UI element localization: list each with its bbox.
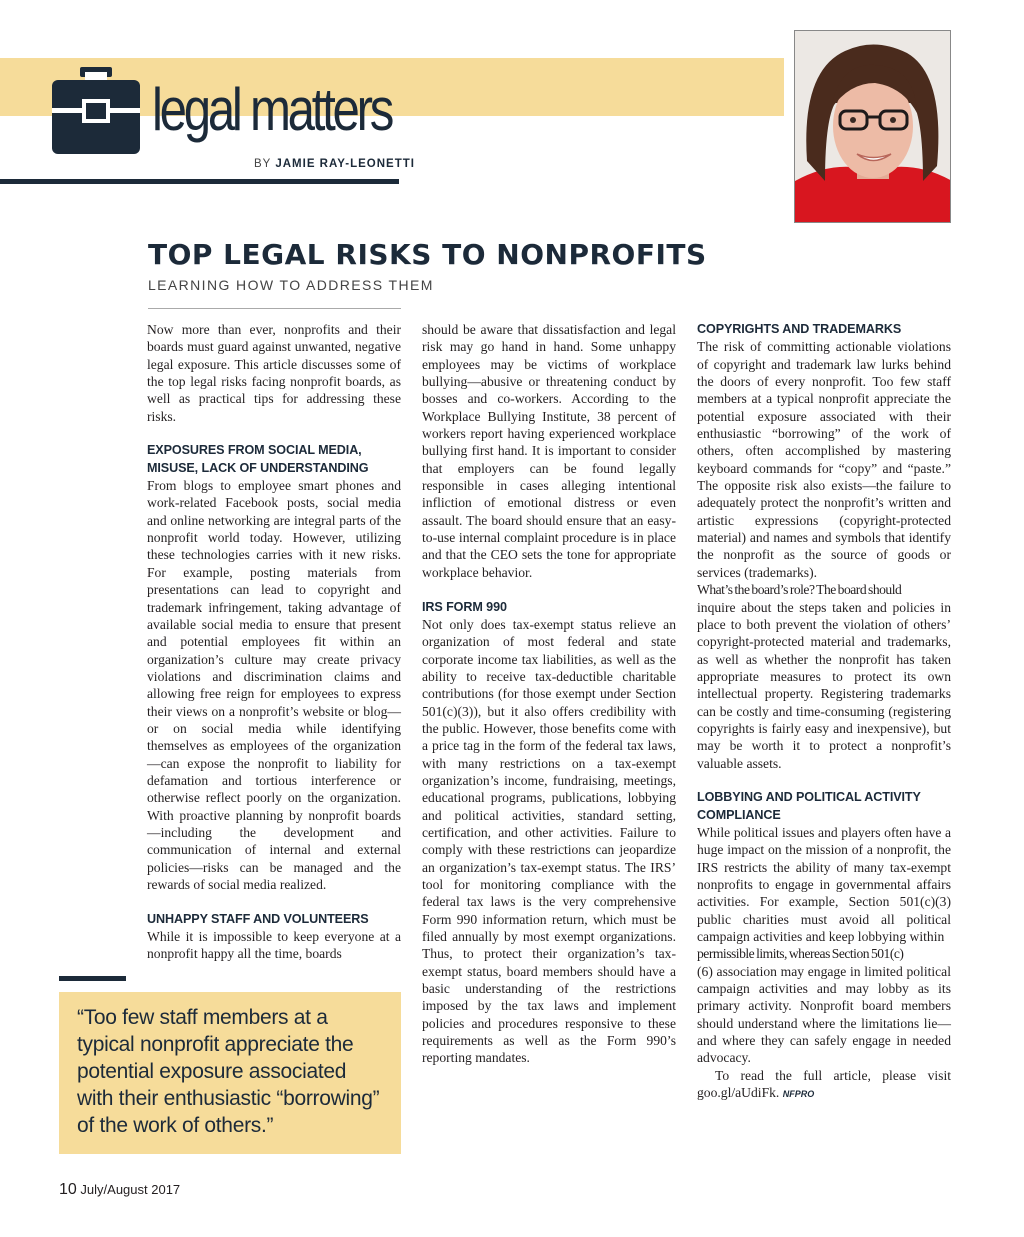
unhappy-staff-continued: should be aware that dissatisfaction and legal risk may go hand in hand. Some unhappy employees may be victims of workplace bullying—abusive or threatening conduct by bosses and co-workers. According to the Workplace Bullying Institute, 38 percent of workers report having experienced workplace bullying first hand. It is important to consider that employers can be found legally responsible in cases alleging intentional infliction of emotional distress or even assault. The board should ensure that an easy-to-use internal complaint procedure is in place and that the CEO sets the tone for appropriate workplace behavior. [422,322,676,580]
pull-quote: “Too few staff members at a typical nonprofit appreciate the potential exposure associated with their enthusiastic “borrowing” of the work of others.” [59,992,401,1154]
header-rule [0,179,399,184]
lobbying-paragraph-a: While political issues and players often have a huge impact on the mission of a nonprofit, the IRS restricts the ability of many tax-exempt nonprofits to engage in governmental affairs activities. For example, Section 501(c)(3) public charities must avoid all political campaign activities and keep lobbying within [697,824,951,945]
unhappy-staff-paragraph: While it is impossible to keep everyone at a nonprofit happy all the time, boards [147,929,401,962]
article-title: TOP LEGAL RISKS TO NONPROFITS [148,238,707,271]
copyrights-paragraph-a: The risk of committing actionable violations of copyright and trademark law lurks behind the doors of every nonprofit. Too few staff members at a typical nonprofit appreciate the potential exposure associated with their enthusiastic “borrowing” of the work of others, often accomplished by mastering keyboard commands for “copy” and “paste.” The opposite risk also exists—the failure to adequately protect the nonprofit’s written and artistic expressions (copyright-protected material) and names and symbols that identify the nonprofit as the source of goods or services (trademarks). [697,339,951,580]
section-heading-lobbying: LOBBYING AND POLITICAL ACTIVITY COMPLIANCE [697,790,921,822]
section-heading-unhappy-staff: UNHAPPY STAFF AND VOLUNTEERS [147,911,369,926]
title-rule [148,308,401,309]
irs-form-990-paragraph: Not only does tax-exempt status relieve an organization of most federal and state corporate income tax liabilities, as well as the ability to receive tax-deductible charitable contributions (for those exempt under Section 501(c)(3)), but it also offers credibility with the public. However, those benefits come with a price tag in the form of the federal tax laws, with many restrictions on a tax-exempt organization’s income, fundraising, meetings, educational programs, publications, lobbying and political activities, standard setting, certification, and other activities. Failure to comply with these restrictions can jeopardize an organization’s tax-exempt status. The IRS’ tool for monitoring compliance with the federal tax laws is the very comprehensive Form 990 information return, which must be filed annually by most exempt organizations. Thus, to protect their organization’s tax-exempt status, board members should have a basic understanding of the restrictions imposed by the tax laws and implement policies and procedures responsive to these requirements as well as the Form 990’s reporting mandates. [422,616,676,1066]
column-1 [147,321,401,963]
section-heading-social-media: EXPOSURES FROM SOCIAL MEDIA, MISUSE, LACK OF UNDERSTANDING [147,443,369,475]
page-number: 10 [59,1181,77,1198]
page-footer [59,1181,180,1199]
intro-paragraph: Now more than ever, nonprofits and their boards must guard against unwanted, negative legal exposure. This article discusses some of the top legal risks facing nonprofit boards, as well as practical tips for addressing these risks. [147,322,401,424]
author-name: JAMIE RAY-LEONETTI [275,158,415,170]
section-heading-copyrights: COPYRIGHTS AND TRADEMARKS [697,322,902,336]
lobbying-paragraph-c: (6) association may engage in limited political campaign activities and may lobby as its primary activity. Nonprofit board members should understand where the limitations lie—and where they can safely engage in needed advocacy. [697,963,951,1066]
column-title: legal matters [152,76,392,143]
section-heading-irs-form-990: IRS FORM 990 [422,599,507,614]
column-2 [422,321,676,1067]
author-photo [794,30,951,223]
issue-date: July/August 2017 [80,1182,181,1197]
social-media-paragraph: From blogs to employee smart phones and work-related Facebook posts, social media and online networking are integral parts of the nonprofit world today. However, utilizing these technologies carries with it new risks. For example, posting materials from presentations can lead to copyright and trademark infringement, taking advantage of available social media to ensure that present and potential employees fit within an organization’s culture may create privacy violations and discrimination claims and allowing free reign for employees to express their views on a nonprofit’s website or blog—or on social media while identifying themselves as employees of the organization—can expose the nonprofit to liability for defamation and tortious interference or otherwise reflect poorly on the organization. With proactive planning by nonprofit boards—including the development and communication of internal and external policies—risks can be managed and the rewards of social media realized. [147,478,401,892]
article-subtitle: LEARNING HOW TO ADDRESS THEM [148,277,434,293]
byline [254,158,415,170]
read-more-paragraph [697,1067,951,1104]
lobbying-paragraph-b: permissible limits, whereas Section 501(c) [697,946,904,962]
column-3 [697,321,951,1103]
pull-quote-rule [59,976,126,981]
copyrights-paragraph-c: inquire about the steps taken and policies in place to both prevent the violation of others’ copyright-protected material and trademarks, as well as whether the nonprofit has taken appropriate measures to protect its own intellectual property. Registering trademarks can be costly and time-consuming (registering copyrights is fairly easy and inexpensive), but may be worth it to protect a nonprofit’s valuable assets. [697,599,951,771]
read-more-text: To read the full article, please visit goo.gl/aUdiFk. [697,1067,951,1101]
copyrights-paragraph-b: What’s the board’s role? The board should [697,582,902,598]
nfpro-signature: NFPRO [782,1089,815,1100]
byline-by: BY [254,158,272,170]
briefcase-icon [51,66,141,156]
